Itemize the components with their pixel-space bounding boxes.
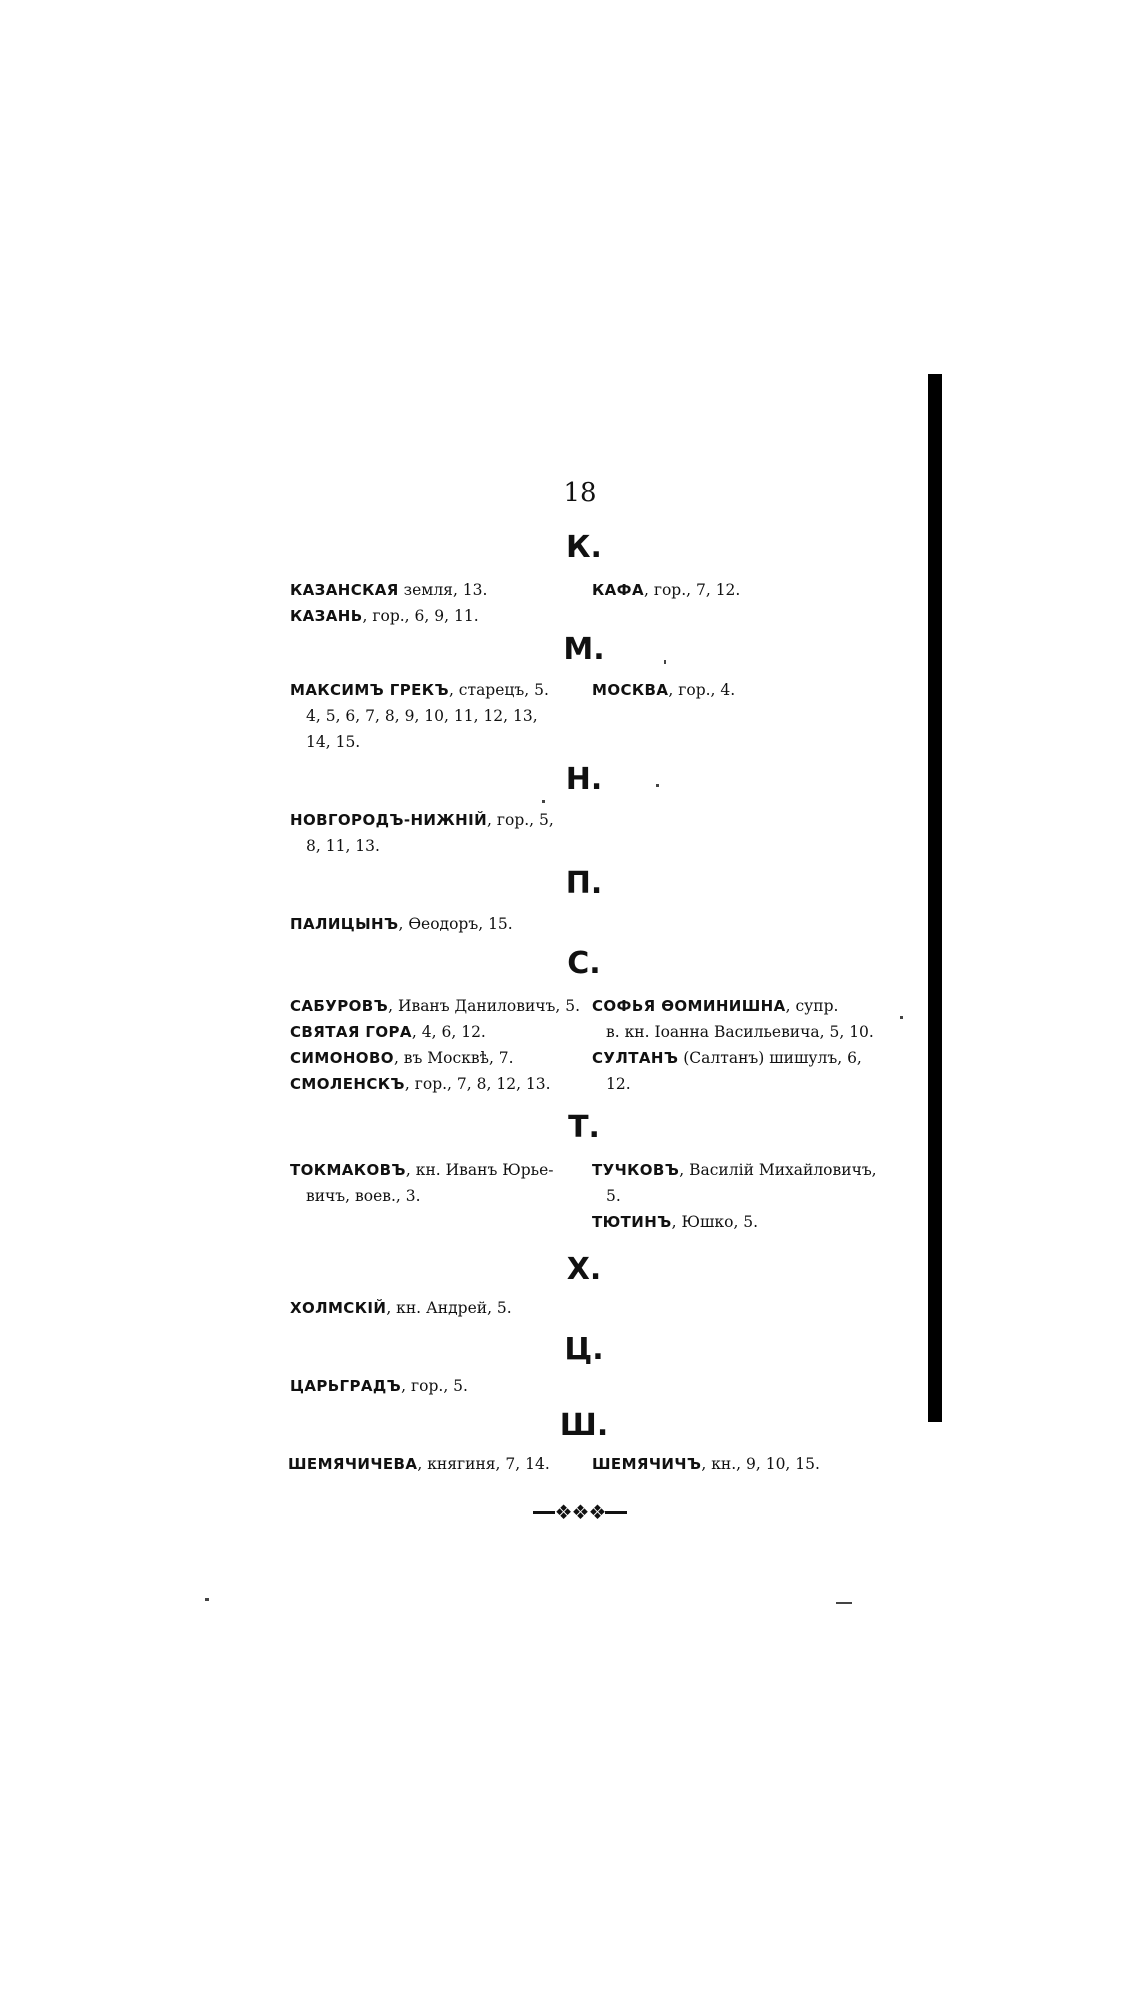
entry-text: , Ѳеодоръ, 15. <box>398 915 513 933</box>
entry-text: , гор., 5, <box>487 811 554 829</box>
index-entry-continuation: вичъ, воев., 3. <box>306 1187 421 1205</box>
section-letter-ts: Ц. <box>564 1332 604 1367</box>
section-letter-t: Т. <box>568 1110 600 1145</box>
scan-speck <box>542 800 545 803</box>
entry-text: , въ Москвѣ, 7. <box>393 1049 514 1067</box>
entry-text: (Салтанъ) шишулъ, 6, <box>678 1049 862 1067</box>
scan-speck <box>836 1602 852 1604</box>
index-entry <box>290 810 554 830</box>
entry-head: САБУРОВЪ <box>290 997 389 1015</box>
index-entry <box>592 1048 862 1068</box>
scan-speck <box>205 1598 209 1601</box>
entry-text: , супр. <box>785 997 839 1015</box>
index-entry <box>288 1454 550 1474</box>
index-entry <box>290 580 487 600</box>
section-letter-m: М. <box>563 632 605 667</box>
index-entry <box>290 606 479 626</box>
scan-speck <box>664 660 666 664</box>
entry-head: СИМОНОВО <box>290 1049 394 1067</box>
tailpiece-ornament <box>530 1500 630 1524</box>
index-entry <box>592 1454 820 1474</box>
index-entry <box>290 996 580 1016</box>
index-entry-continuation: 4, 5, 6, 7, 8, 9, 10, 11, 12, 13, <box>306 707 538 725</box>
index-entry-continuation: 12. <box>606 1075 631 1093</box>
index-entry <box>290 914 513 934</box>
entry-head: ЦАРЬГРАДЪ <box>290 1377 402 1395</box>
entry-head: КАФА <box>592 581 644 599</box>
section-letter-k: К. <box>566 530 602 565</box>
section-letter-n: Н. <box>565 762 603 797</box>
entry-head: ТОКМАКОВЪ <box>290 1161 406 1179</box>
section-letter-s: С. <box>567 946 601 981</box>
entry-head: СМОЛЕНСКЪ <box>290 1075 405 1093</box>
entry-text: , Василій Михайловичъ, <box>679 1161 877 1179</box>
entry-text: , кн. Иванъ Юрье- <box>405 1161 554 1179</box>
entry-text: , кн. Андрей, 5. <box>386 1299 512 1317</box>
entry-text: , княгиня, 7, 14. <box>417 1455 550 1473</box>
index-entry <box>592 996 838 1016</box>
section-letter-kh: Х. <box>566 1252 602 1287</box>
index-entry <box>290 1074 551 1094</box>
entry-head: КАЗАНСКАЯ <box>290 581 399 599</box>
index-entry <box>592 1160 877 1180</box>
entry-head: СОФЬЯ ѲОМИНИШНА <box>592 997 786 1015</box>
entry-head: МОСКВА <box>592 681 669 699</box>
entry-head: СУЛТАНЪ <box>592 1049 679 1067</box>
index-entry <box>290 1022 486 1042</box>
entry-text: , гор., 6, 9, 11. <box>362 607 479 625</box>
ornament-center: ❖❖❖ <box>554 1500 606 1524</box>
page-edge-shadow <box>928 374 942 1422</box>
entry-text: , гор., 4. <box>668 681 736 699</box>
entry-head: ТУЧКОВЪ <box>592 1161 680 1179</box>
section-letter-p: П. <box>565 866 603 901</box>
index-entry-continuation: 14, 15. <box>306 733 361 751</box>
ornament-rule-right <box>605 1511 627 1514</box>
index-entry <box>592 1212 758 1232</box>
entry-head: ШЕМЯЧИЧЕВА <box>288 1455 418 1473</box>
entry-text: , Иванъ Даниловичъ, 5. <box>388 997 581 1015</box>
entry-head: СВЯТАЯ ГОРА <box>290 1023 412 1041</box>
entry-head: ПАЛИЦЫНЪ <box>290 915 399 933</box>
entry-head: КАЗАНЬ <box>290 607 363 625</box>
index-entry <box>290 680 549 700</box>
entry-text: , гор., 7, 8, 12, 13. <box>404 1075 551 1093</box>
entry-head: ТЮТИНЪ <box>592 1213 672 1231</box>
index-entry <box>290 1298 512 1318</box>
index-entry <box>290 1160 554 1180</box>
entry-text: , 4, 6, 12. <box>411 1023 486 1041</box>
ornament-rule-left <box>533 1511 555 1514</box>
page-number: 18 <box>563 478 597 508</box>
entry-text: , гор., 7, 12. <box>643 581 741 599</box>
scan-speck <box>900 1016 903 1019</box>
entry-head: ХОЛМСКІЙ <box>290 1299 387 1317</box>
index-entry <box>290 1376 468 1396</box>
entry-text: , гор., 5. <box>401 1377 468 1395</box>
scan-speck <box>656 784 659 787</box>
entry-text: земля, 13. <box>398 581 488 599</box>
index-entry-continuation: в. кн. Іоанна Васильевича, 5, 10. <box>606 1023 874 1041</box>
index-entry <box>592 680 735 700</box>
entry-head: НОВГОРОДЪ-НИЖНІЙ <box>290 811 488 829</box>
index-entry-continuation: 8, 11, 13. <box>306 837 380 855</box>
entry-head: МАКСИМЪ ГРЕКЪ <box>290 681 449 699</box>
entry-text: , кн., 9, 10, 15. <box>701 1455 820 1473</box>
index-entry <box>290 1048 514 1068</box>
entry-text: , старецъ, 5. <box>448 681 549 699</box>
index-entry-continuation: 5. <box>606 1187 621 1205</box>
entry-text: , Юшко, 5. <box>671 1213 759 1231</box>
section-letter-sh: Ш. <box>559 1408 609 1443</box>
entry-head: ШЕМЯЧИЧЪ <box>592 1455 702 1473</box>
index-entry <box>592 580 740 600</box>
